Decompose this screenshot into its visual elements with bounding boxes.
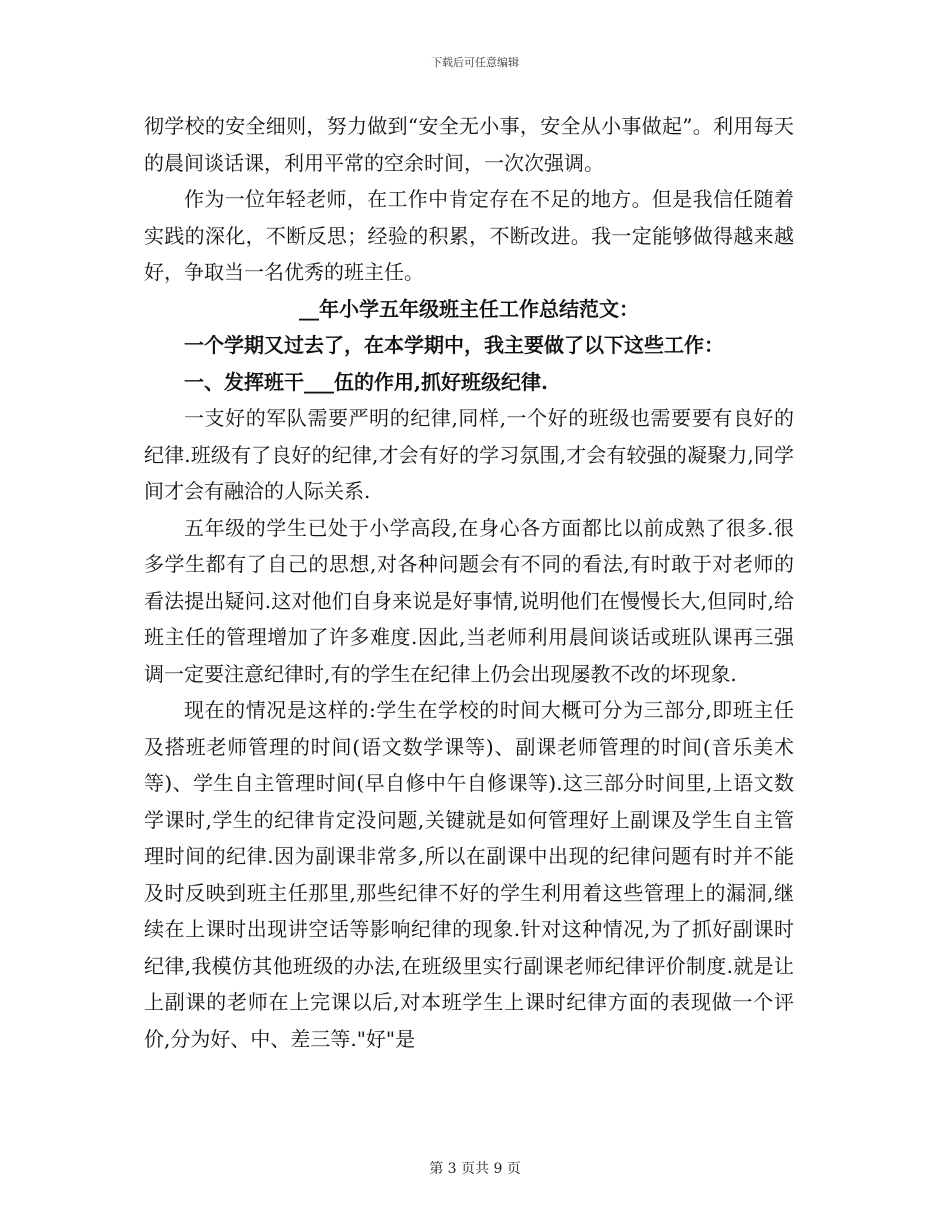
document-body xyxy=(144,108,794,1057)
paragraph-discipline: 一支好的军队需要严明的纪律,同样,一个好的班级也需要要有良好的纪律.班级有了良好的纪律,才会有好的学习氛围,才会有较强的凝聚力,同学间才会有融洽的人际关系. xyxy=(144,406,794,503)
page-header: 下载后可任意编辑 xyxy=(431,56,519,69)
document-title: __年小学五年级班主任工作总结范文： xyxy=(299,296,639,321)
paragraph-current-situation: 现在的情况是这样的:学生在学校的时间大概可分为三部分,即班主任及搭班老师管理的时间(语文数学课等)、副课老师管理的时间(音乐美术等)、学生自主管理时间(早自修中午自修课等).这三部分时间里,上语文数学课时,学生的纪律肯定没问题,关键就是如何管理好上副课及学生自主管理时间的纪律.因为副课非常多,所以在副课中出现的纪律问题有时并不能及时反映到班主任那里,那些纪律不好的学生利用着这些管理上的漏洞,继续在上课时出现讲空话等影响纪律的现象.针对这种情况,为了抓好副课时纪律,我模仿其他班级的办法,在班级里实行副课老师纪律评价制度.就是让上副课的老师在上完课以后,对本班学生上课时纪律方面的表现做一个评价,分为好、中、差三等."好"是 xyxy=(144,698,794,1051)
paragraph-self-reflection: 作为一位年轻老师，在工作中肯定存在不足的地方。但是我信任随着实践的深化，不断反思；经验的积累，不断改进。我一定能够做得越来越好，争取当一名优秀的班主任。 xyxy=(144,187,794,284)
paragraph-safety-rules: 彻学校的安全细则，努力做到“安全无小事，安全从小事做起”。利用每天的晨间谈话课，利用平常的空余时间，一次次强调。 xyxy=(144,114,794,175)
intro-heading: 一个学期又过去了，在本学期中，我主要做了以下这些工作： xyxy=(184,333,724,357)
section-heading-1: 一、发挥班干___伍的作用,抓好班级纪律. xyxy=(184,369,548,394)
page-number: 第 3 页共 9 页 xyxy=(429,1161,521,1177)
paragraph-students-maturity: 五年级的学生已处于小学高段,在身心各方面都比以前成熟了很多.很多学生都有了自己的思想,对各种问题会有不同的看法,有时敢于对老师的看法提出疑问.这对他们自身来说是好事情,说明他们在慢慢长大,但同时,给班主任的管理增加了许多难度.因此,当老师利用晨间谈话或班队课再三强调一定要注意纪律时,有的学生在纪律上仍会出现屡教不改的坏现象. xyxy=(144,515,794,686)
